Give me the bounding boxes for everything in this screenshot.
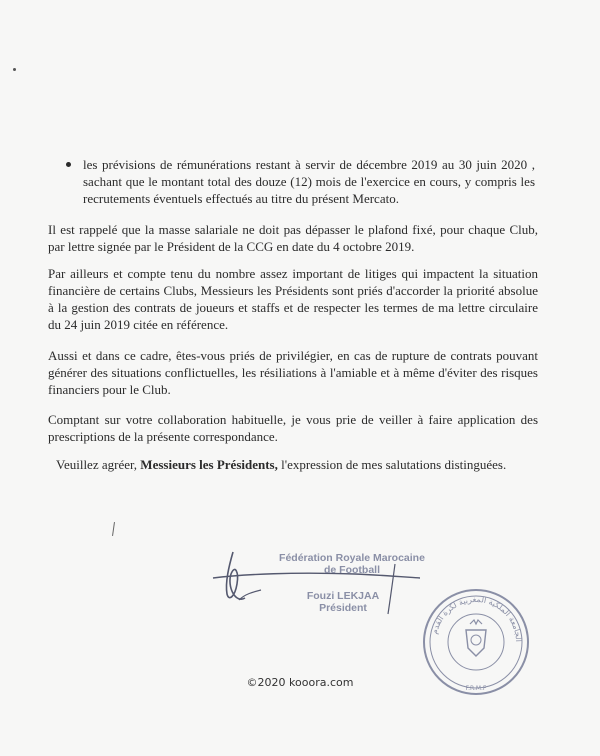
signature-organization bbox=[272, 552, 432, 576]
paragraph-salary-cap: Il est rappelé que la masse salariale ne doit pas dépasser le plafond fixé, pour chaque Club, par lettre signée par le Président de la CCG en date du 4 octobre 2019. bbox=[48, 222, 538, 254]
signature-block bbox=[288, 590, 398, 614]
seal-abbreviation: F.R.M.F bbox=[465, 685, 487, 692]
seal-arabic-text: الجامعة الملكية المغربية لكرة القدم bbox=[429, 594, 524, 643]
pen-mark bbox=[112, 522, 115, 536]
paragraph-collaboration: Comptant sur votre collaboration habituelle, je vous prie de veiller à faire application des prescriptions de la présente correspondance. bbox=[48, 412, 538, 444]
closing-addressee: Messieurs les Présidents, bbox=[140, 457, 278, 472]
signature-org-line2: de Football bbox=[324, 564, 380, 576]
closing-start: Veuillez agréer, bbox=[56, 457, 141, 472]
signatory-name: Fouzi LEKJAA bbox=[306, 590, 380, 602]
paragraph-amicable-termination: Aussi et dans ce cadre, êtes-vous priés de privilégier, en cas de rupture de contrats pouvant générer des situations conflictuelles, les résiliations à l'amiable et à même d'éviter des risques financiers pour le Club. bbox=[48, 348, 538, 397]
closing-end: l'expression de mes salutations distinguées. bbox=[277, 457, 507, 472]
scan-speck bbox=[13, 68, 16, 71]
signatory-title: Président bbox=[319, 602, 367, 614]
signature-org-line1: Fédération Royale Marocaine bbox=[279, 552, 425, 564]
paragraph-litigation: Par ailleurs et compte tenu du nombre assez important de litiges qui impactent la situation financière de certains Clubs, Messieurs les Présidents sont priés d'accorder la priorité absolue à la gestion des contrats de joueurs et staffs et de respecter les termes de ma lettre circulaire du 24 juin 2019 citée en référence. bbox=[48, 266, 538, 332]
bullet-text: les prévisions de rémunérations restant à servir de décembre 2019 au 30 juin 2020 , sachant que le montant total des douze (12) mois de l'exercice en cours, y compris les recrutements éventuels effectués au titre du présent Mercato. bbox=[83, 157, 535, 206]
image-credit: ©2020 kooora.com bbox=[246, 676, 354, 689]
paragraph-closing bbox=[56, 456, 538, 473]
bullet-dot-icon bbox=[66, 162, 71, 167]
